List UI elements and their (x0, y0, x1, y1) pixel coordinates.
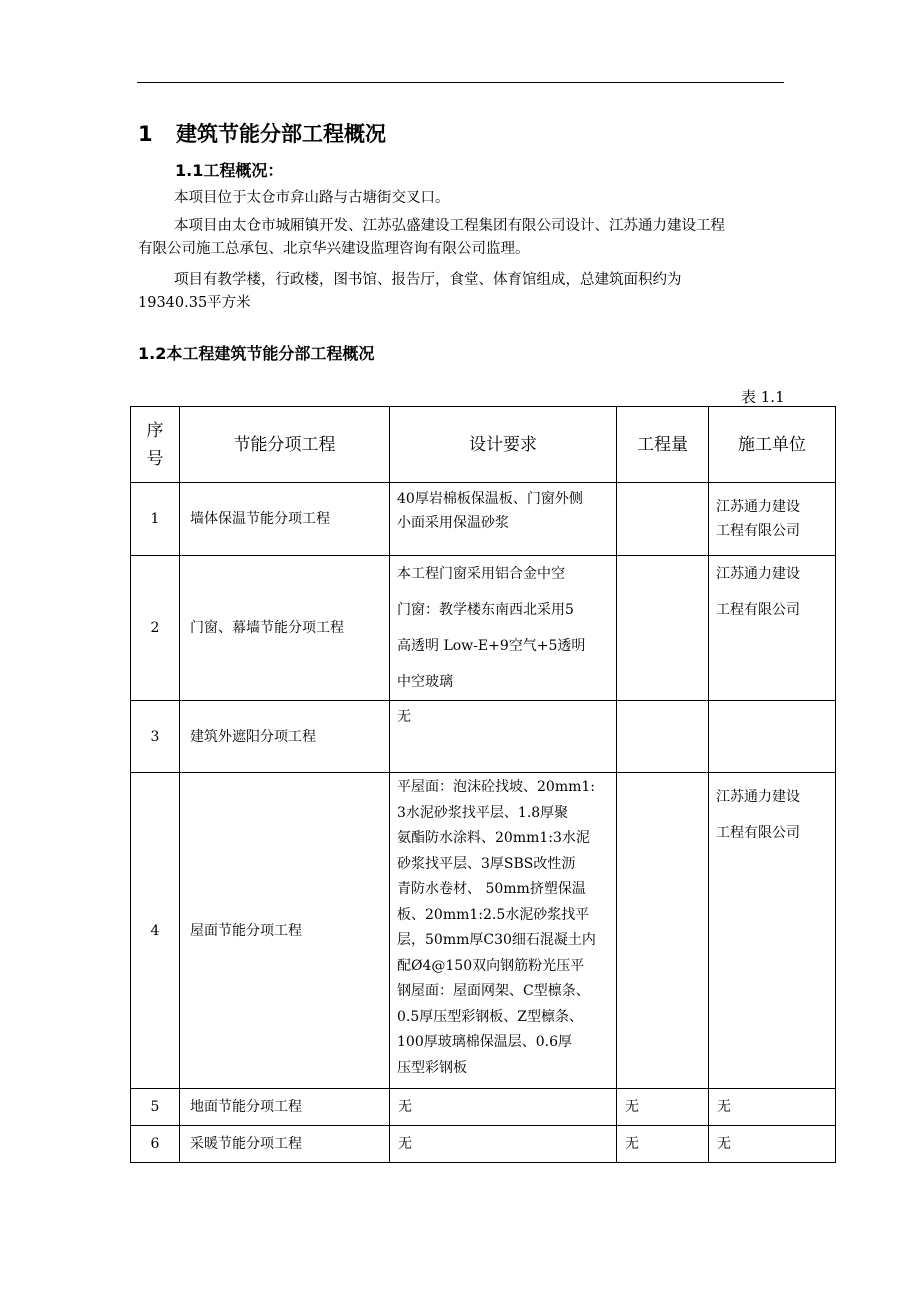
table-header-row (131, 407, 836, 483)
contractor-line: 江苏通力建设 (716, 789, 800, 805)
requirement-line: 板、20mm1:2.5水泥砂浆找平 (397, 906, 590, 923)
row-requirement: 无 (390, 1126, 617, 1163)
table-caption: 表 1.1 (741, 388, 785, 406)
requirement-line: 砂浆找平层、3厚SBS改性沥 (397, 855, 576, 872)
row-item: 屋面节能分项工程 (180, 773, 390, 1089)
paragraph-line: 本项目位于太仓市弇山路与古塘街交叉口。 (174, 190, 450, 206)
row-number: 6 (131, 1126, 180, 1163)
row-quantity (617, 483, 709, 556)
row-quantity (617, 701, 709, 773)
overview-paragraph-2 (138, 215, 788, 261)
row-item: 建筑外遮阳分项工程 (180, 701, 390, 773)
requirement-line: 氨酯防水涂料、20mm1:3水泥 (397, 830, 590, 846)
row-number: 3 (131, 701, 180, 773)
energy-section-heading: 1.2本工程建筑节能分部工程概况 (138, 344, 375, 363)
contractor-line: 江苏通力建设 (716, 499, 800, 515)
overview-heading: 1.1工程概况： (175, 161, 284, 180)
row-number: 4 (131, 773, 180, 1089)
table-row (131, 483, 836, 556)
row-item: 墙体保温节能分项工程 (180, 483, 390, 556)
row-number: 5 (131, 1089, 180, 1126)
overview-paragraph-1 (138, 187, 788, 210)
requirement-line: 青防水卷材、 50mm挤塑保温 (397, 881, 586, 897)
header-contractor: 施工单位 (709, 407, 836, 483)
row-contractor: 无 (709, 1089, 836, 1126)
header-quantity: 工程量 (617, 407, 709, 483)
header-item: 节能分项工程 (180, 407, 390, 483)
requirement-line: 门窗：教学楼东南西北采用5 (397, 602, 574, 618)
header-rule (137, 82, 784, 83)
requirement-line: 压型彩钢板 (397, 1059, 467, 1076)
overview-paragraph-3 (138, 269, 788, 315)
requirement-line: 0.5厚压型彩钢板、Z型檩条、 (397, 1008, 583, 1025)
row-quantity: 无 (617, 1126, 709, 1163)
table-row (131, 1126, 836, 1163)
row-quantity (617, 773, 709, 1089)
section-heading (138, 118, 386, 148)
requirement-line: 本工程门窗采用铝合金中空 (397, 566, 565, 582)
row-contractor (709, 773, 836, 1089)
requirement-line: 配Ø4@150双向钢筋粉光压平 (397, 957, 585, 974)
requirement-line: 100厚玻璃棉保温层、0.6厚 (397, 1034, 572, 1050)
contractor-line: 工程有限公司 (716, 602, 800, 618)
row-contractor (709, 556, 836, 701)
row-number: 1 (131, 483, 180, 556)
section-number: 1 (138, 122, 153, 146)
paragraph-line: 本项目由太仓市城厢镇开发、江苏弘盛建设工程集团有限公司设计、江苏通力建设工程 (174, 218, 725, 234)
contractor-line: 江苏通力建设 (716, 566, 800, 582)
table-row (131, 1089, 836, 1126)
paragraph-line: 有限公司施工总承包、北京华兴建设监理咨询有限公司监理。 (138, 241, 530, 257)
requirement-line: 高透明 Low-E+9空气+5透明 (397, 638, 586, 654)
section-title: 建筑节能分部工程概况 (176, 122, 386, 146)
row-item: 采暖节能分项工程 (180, 1126, 390, 1163)
row-item: 门窗、幕墙节能分项工程 (180, 556, 390, 701)
table-row (131, 701, 836, 773)
header-requirement: 设计要求 (390, 407, 617, 483)
requirement-line: 平屋面：泡沫砼找坡、20mm1: (397, 779, 595, 795)
contractor-line: 工程有限公司 (716, 523, 800, 539)
requirement-line: 钢屋面：屋面网架、C型檩条、 (397, 983, 590, 999)
requirement-line: 3水泥砂浆找平层、1.8厚聚 (397, 804, 569, 821)
row-requirement (390, 773, 617, 1089)
contractor-line: 工程有限公司 (716, 825, 800, 841)
row-requirement (390, 701, 617, 773)
row-contractor (709, 483, 836, 556)
paragraph-line: 19340.35平方米 (138, 295, 251, 311)
header-no (131, 407, 180, 483)
requirement-line: 小面采用保温砂浆 (397, 515, 509, 531)
row-requirement (390, 483, 617, 556)
row-requirement (390, 556, 617, 701)
requirement-line: 层，50mm厚C30细石混凝土内 (397, 932, 596, 948)
row-quantity: 无 (617, 1089, 709, 1126)
row-contractor (709, 701, 836, 773)
requirement-line: 中空玻璃 (397, 674, 453, 690)
requirement-line: 40厚岩棉板保温板、门窗外侧 (397, 491, 583, 507)
header-no-line: 序 (146, 420, 164, 441)
row-contractor: 无 (709, 1126, 836, 1163)
paragraph-line: 项目有教学楼，行政楼，图书馆、报告厅，食堂、体育馆组成，总建筑面积约为 (174, 272, 682, 288)
header-no-line: 号 (146, 448, 164, 469)
row-item: 地面节能分项工程 (180, 1089, 390, 1126)
table-row (131, 773, 836, 1089)
table-row (131, 556, 836, 701)
requirement-line: 无 (397, 709, 411, 725)
row-quantity (617, 556, 709, 701)
row-number: 2 (131, 556, 180, 701)
energy-table (130, 406, 836, 1163)
row-requirement: 无 (390, 1089, 617, 1126)
